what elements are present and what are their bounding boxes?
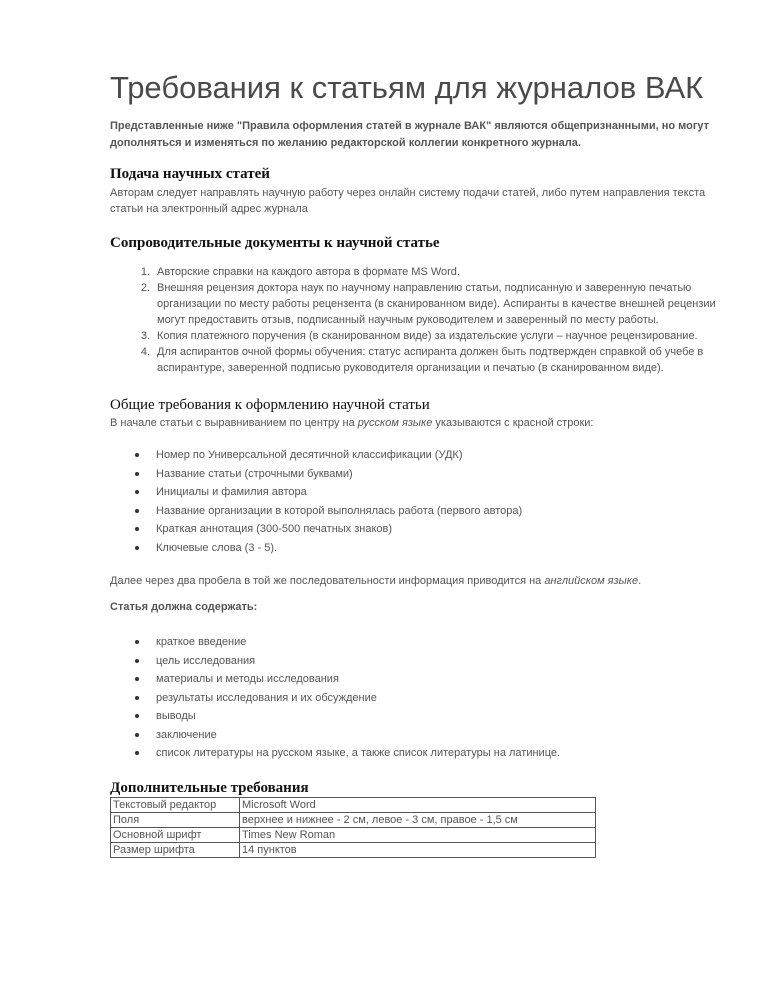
- list-item-text: выводы: [156, 710, 196, 722]
- list-item-text: Копия платежного поручения (в сканированном виде) за издательские услуги – научное рецензирование.: [157, 330, 698, 342]
- english-paragraph: [110, 573, 716, 589]
- list-item-text: Авторские справки на каждого автора в формате MS Word.: [157, 266, 460, 278]
- list-item: [110, 465, 716, 484]
- list-number: 3.: [140, 330, 150, 342]
- list-item-text: Инициалы и фамилия автора: [156, 486, 307, 498]
- list-item: [110, 446, 716, 465]
- bullet-icon: [135, 490, 139, 494]
- bullet-icon: [135, 733, 139, 737]
- must-contain-label: Статья должна содержать:: [110, 601, 258, 613]
- table-cell-label: Основной шрифт: [111, 827, 240, 842]
- list-item: [110, 744, 716, 763]
- bullet-icon: [135, 472, 139, 476]
- lead-paragraph: Представленные ниже "Правила оформления статей в журнале ВАК" являются общепризнанными, но могут дополняться и изменяться по желанию редакторской коллегии конкретного журнала.: [110, 120, 710, 149]
- bullet-icon: [135, 659, 139, 663]
- table-cell-value: 14 пунктов: [240, 842, 596, 857]
- english-text: Далее через два пробела в той же последовательности информация приводится на: [110, 575, 545, 587]
- table-cell-label: Поля: [111, 812, 240, 827]
- list-item-text: Для аспирантов очной формы обучения: статус аспиранта должен быть подтвержден справкой об учебе в аспирантуре, заверенной подписью руководителя организации и печатью (в сканированном виде).: [157, 346, 704, 374]
- list-item-text: цель исследования: [156, 654, 256, 667]
- list-item-text: Номер по Универсальной десятичной классификации (УДК): [156, 449, 463, 461]
- list-item: [110, 280, 716, 328]
- documents-heading: Сопроводительные документы к научной статье: [110, 235, 440, 251]
- list-item-text: результаты исследования и их обсуждение: [156, 691, 377, 704]
- bullet-icon: [135, 453, 139, 457]
- table-row: [111, 827, 596, 842]
- list-item: [110, 502, 716, 521]
- intro-text-end: указываются с красной строки:: [432, 417, 594, 429]
- list-item: [110, 726, 716, 745]
- list-item: [110, 539, 716, 558]
- table-row: [111, 812, 596, 827]
- intro-italic: русском языке: [357, 417, 433, 429]
- contents-list: [110, 633, 716, 763]
- table-cell-value: Times New Roman: [240, 827, 596, 842]
- bullet-icon: [135, 751, 139, 755]
- list-number: 2.: [140, 282, 150, 294]
- table-cell-value: Microsoft Word: [240, 797, 596, 812]
- list-item-text: заключение: [156, 728, 217, 741]
- bullet-icon: [135, 714, 139, 718]
- table-row: [111, 842, 596, 857]
- bullet-icon: [135, 696, 139, 700]
- list-item-text: Название организации в которой выполнялась работа (первого автора): [156, 504, 523, 517]
- bullet-icon: [135, 546, 139, 550]
- list-item: [110, 328, 716, 344]
- list-item-text: Краткая аннотация (300-500 печатных знаков): [156, 523, 393, 535]
- bullet-icon: [135, 640, 139, 644]
- list-item: [110, 670, 716, 689]
- list-item-text: Ключевые слова (3 - 5).: [156, 541, 278, 554]
- english-italic: английском языке: [544, 575, 639, 587]
- document-content: [110, 70, 716, 858]
- list-item-text: краткое введение: [156, 636, 247, 648]
- bullet-icon: [135, 527, 139, 531]
- list-number: 4.: [140, 346, 150, 358]
- additional-heading: Дополнительные требования: [110, 779, 309, 796]
- table-cell-label: Текстовый редактор: [111, 797, 240, 812]
- list-item: [110, 483, 716, 502]
- list-item: [110, 520, 716, 539]
- list-item-text: Внешняя рецензия доктора наук по научному направлению статьи, подписанную и заверенную печатью организации по месту работы рецензента (в сканированном виде). Аспиранты в качестве внешней рецензии могут предоставить отзыв, подписанный научным руководителем и заверенный по месту работы.: [157, 282, 716, 326]
- list-item-text: Название статьи (строчными буквами): [156, 467, 353, 480]
- list-item: [110, 264, 716, 280]
- general-intro: [110, 415, 716, 431]
- general-list: [110, 446, 716, 557]
- submission-text: Авторам следует направлять научную работу через онлайн систему подачи статей, либо путем направления текста статьи на электронный адрес журнала: [110, 187, 706, 215]
- list-item: [110, 689, 716, 708]
- documents-list: [110, 264, 716, 376]
- list-number: 1.: [140, 266, 150, 278]
- bullet-icon: [135, 677, 139, 681]
- list-item: [110, 652, 716, 671]
- list-item-text: список литературы на русском языке, а также список литературы на латинице.: [156, 747, 561, 759]
- table-cell-value: верхнее и нижнее - 2 см, левое - 3 см, правое - 1,5 см: [240, 812, 596, 827]
- requirements-table: [110, 797, 596, 858]
- table-cell-label: Размер шрифта: [111, 842, 240, 857]
- table-row: [111, 797, 596, 812]
- bullet-icon: [135, 509, 139, 513]
- list-item: [110, 633, 716, 652]
- english-text-end: .: [638, 575, 642, 587]
- list-item: [110, 344, 716, 376]
- general-heading: Общие требования к оформлению научной статьи: [110, 397, 430, 413]
- page-title: Требования к статьям для журналов ВАК: [110, 70, 704, 105]
- intro-text: В начале статьи с выравниванием по центру на: [110, 417, 358, 429]
- list-item: [110, 707, 716, 726]
- list-item-text: материалы и методы исследования: [156, 673, 339, 685]
- submission-heading: Подача научных статей: [110, 166, 270, 182]
